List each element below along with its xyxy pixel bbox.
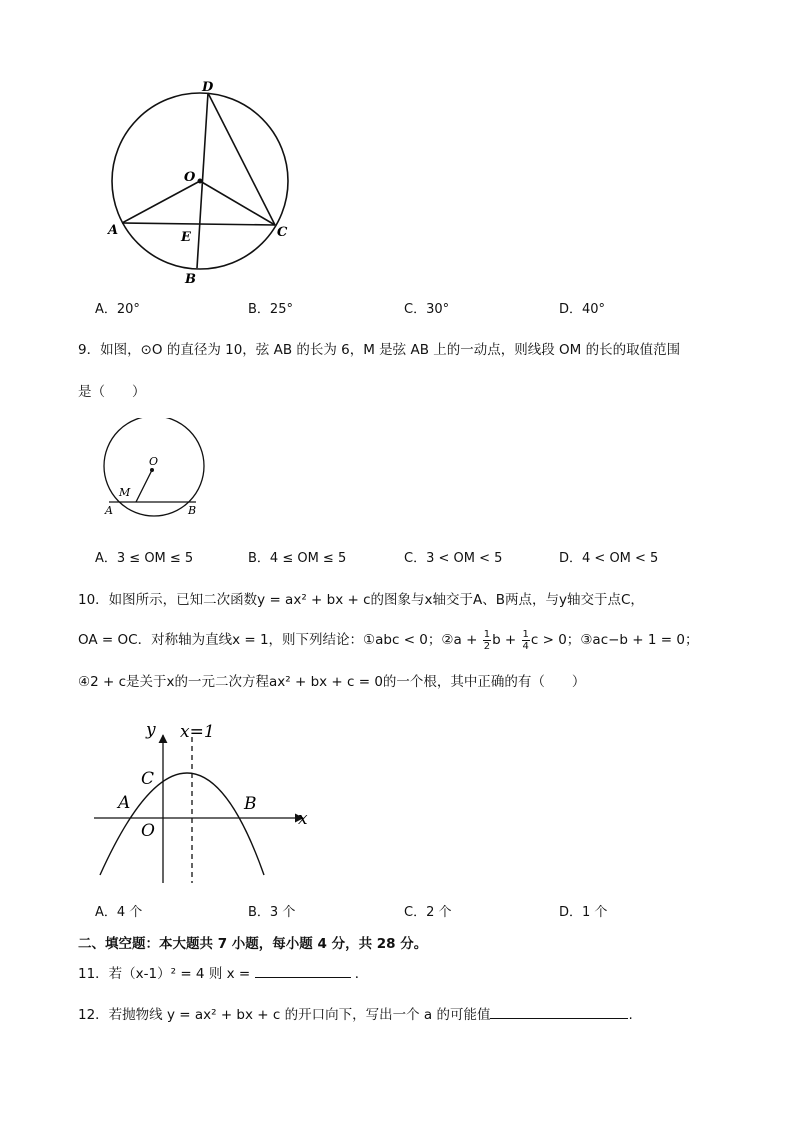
q12-text: 12．若抛物线 y = ax² + bx + c 的开口向下，写出一个 a 的可能值 xyxy=(78,1007,491,1023)
q12-end: . xyxy=(628,1007,633,1023)
fraction-half xyxy=(483,629,491,652)
parabola-figure-q10 xyxy=(90,715,320,885)
q10-line2-text: OA = OC．对称轴为直线x = 1，则下列结论： xyxy=(78,632,364,648)
q10-option-d[interactable]: D．1 个 xyxy=(559,905,608,920)
q11-text: 11．若（x-1）² = 4 则 x = xyxy=(78,966,251,982)
label-a: A xyxy=(108,223,119,238)
label-a: A xyxy=(105,504,113,517)
q8-option-c[interactable]: C．30° xyxy=(404,302,450,317)
q9-option-c[interactable]: C．3 < OM < 5 xyxy=(404,551,503,566)
label-y-axis: y xyxy=(146,720,156,740)
q10-conclusion-2-pre: ②a + xyxy=(441,632,482,648)
label-b: B xyxy=(244,794,257,814)
q12-answer-blank[interactable] xyxy=(490,1004,628,1019)
q9-option-d[interactable]: D．4 < OM < 5 xyxy=(559,551,659,566)
fraction-quarter xyxy=(522,629,530,652)
section-heading-fill-in: 二、填空题：本大题共 7 小题，每小题 4 分，共 28 分。 xyxy=(78,936,428,952)
q9-stem-line2: 是（ ） xyxy=(78,384,146,400)
q10-conclusion-2-post: c > 0； xyxy=(530,632,581,648)
label-m: M xyxy=(119,486,131,499)
fraction-numerator: 1 xyxy=(522,628,529,640)
q11-answer-blank[interactable] xyxy=(255,963,351,978)
fraction-numerator: 1 xyxy=(483,628,491,640)
q10-option-a[interactable]: A．4 个 xyxy=(95,905,143,920)
label-origin: O xyxy=(141,821,155,841)
label-e: E xyxy=(181,230,191,245)
q10-stem-line2 xyxy=(78,628,698,652)
q10-stem-line3: ④2 + c是关于x的一元二次方程ax² + bx + c = 0的一个根，其中正确的有（ ） xyxy=(78,674,586,690)
q9-stem-line1: 9．如图，⊙O 的直径为 10，弦 AB 的长为 6，M 是弦 AB 上的一动点，则线段 OM 的长的取值范围 xyxy=(78,342,681,358)
label-o: O xyxy=(149,455,159,468)
q11-stem xyxy=(78,962,368,982)
circle-figure-q9 xyxy=(100,418,215,523)
label-a: A xyxy=(118,793,131,813)
q9-option-b[interactable]: B．4 ≤ OM ≤ 5 xyxy=(248,551,347,566)
q10-conclusion-2-mid: b + xyxy=(492,632,521,648)
label-b: B xyxy=(185,272,196,287)
q10-conclusion-3: ③ac−b + 1 = 0； xyxy=(580,632,699,648)
label-d: D xyxy=(202,80,214,95)
q12-stem xyxy=(78,1003,633,1023)
q10-conclusion-1: ①abc < 0； xyxy=(363,632,442,648)
q9-option-a[interactable]: A．3 ≤ OM ≤ 5 xyxy=(95,551,194,566)
fraction-denominator: 2 xyxy=(483,640,491,652)
q10-option-b[interactable]: B．3 个 xyxy=(248,905,296,920)
label-symmetry-axis: x=1 xyxy=(180,722,215,742)
q8-option-a[interactable]: A．20° xyxy=(95,302,140,317)
q8-option-b[interactable]: B．25° xyxy=(248,302,293,317)
label-c: C xyxy=(277,225,288,240)
q10-option-c[interactable]: C．2 个 xyxy=(404,905,452,920)
q8-option-d[interactable]: D．40° xyxy=(559,302,606,317)
q10-stem-line1: 10．如图所示，已知二次函数y = ax² + bx + c的图象与x轴交于A、B两点，与y轴交于点C， xyxy=(78,592,644,608)
circle-figure-q8 xyxy=(100,75,310,290)
label-x-axis: x xyxy=(298,809,308,829)
label-b: B xyxy=(188,504,197,517)
q11-end: ． xyxy=(354,966,369,982)
fraction-denominator: 4 xyxy=(522,640,529,652)
label-c: C xyxy=(141,769,155,789)
label-o: O xyxy=(184,170,196,185)
